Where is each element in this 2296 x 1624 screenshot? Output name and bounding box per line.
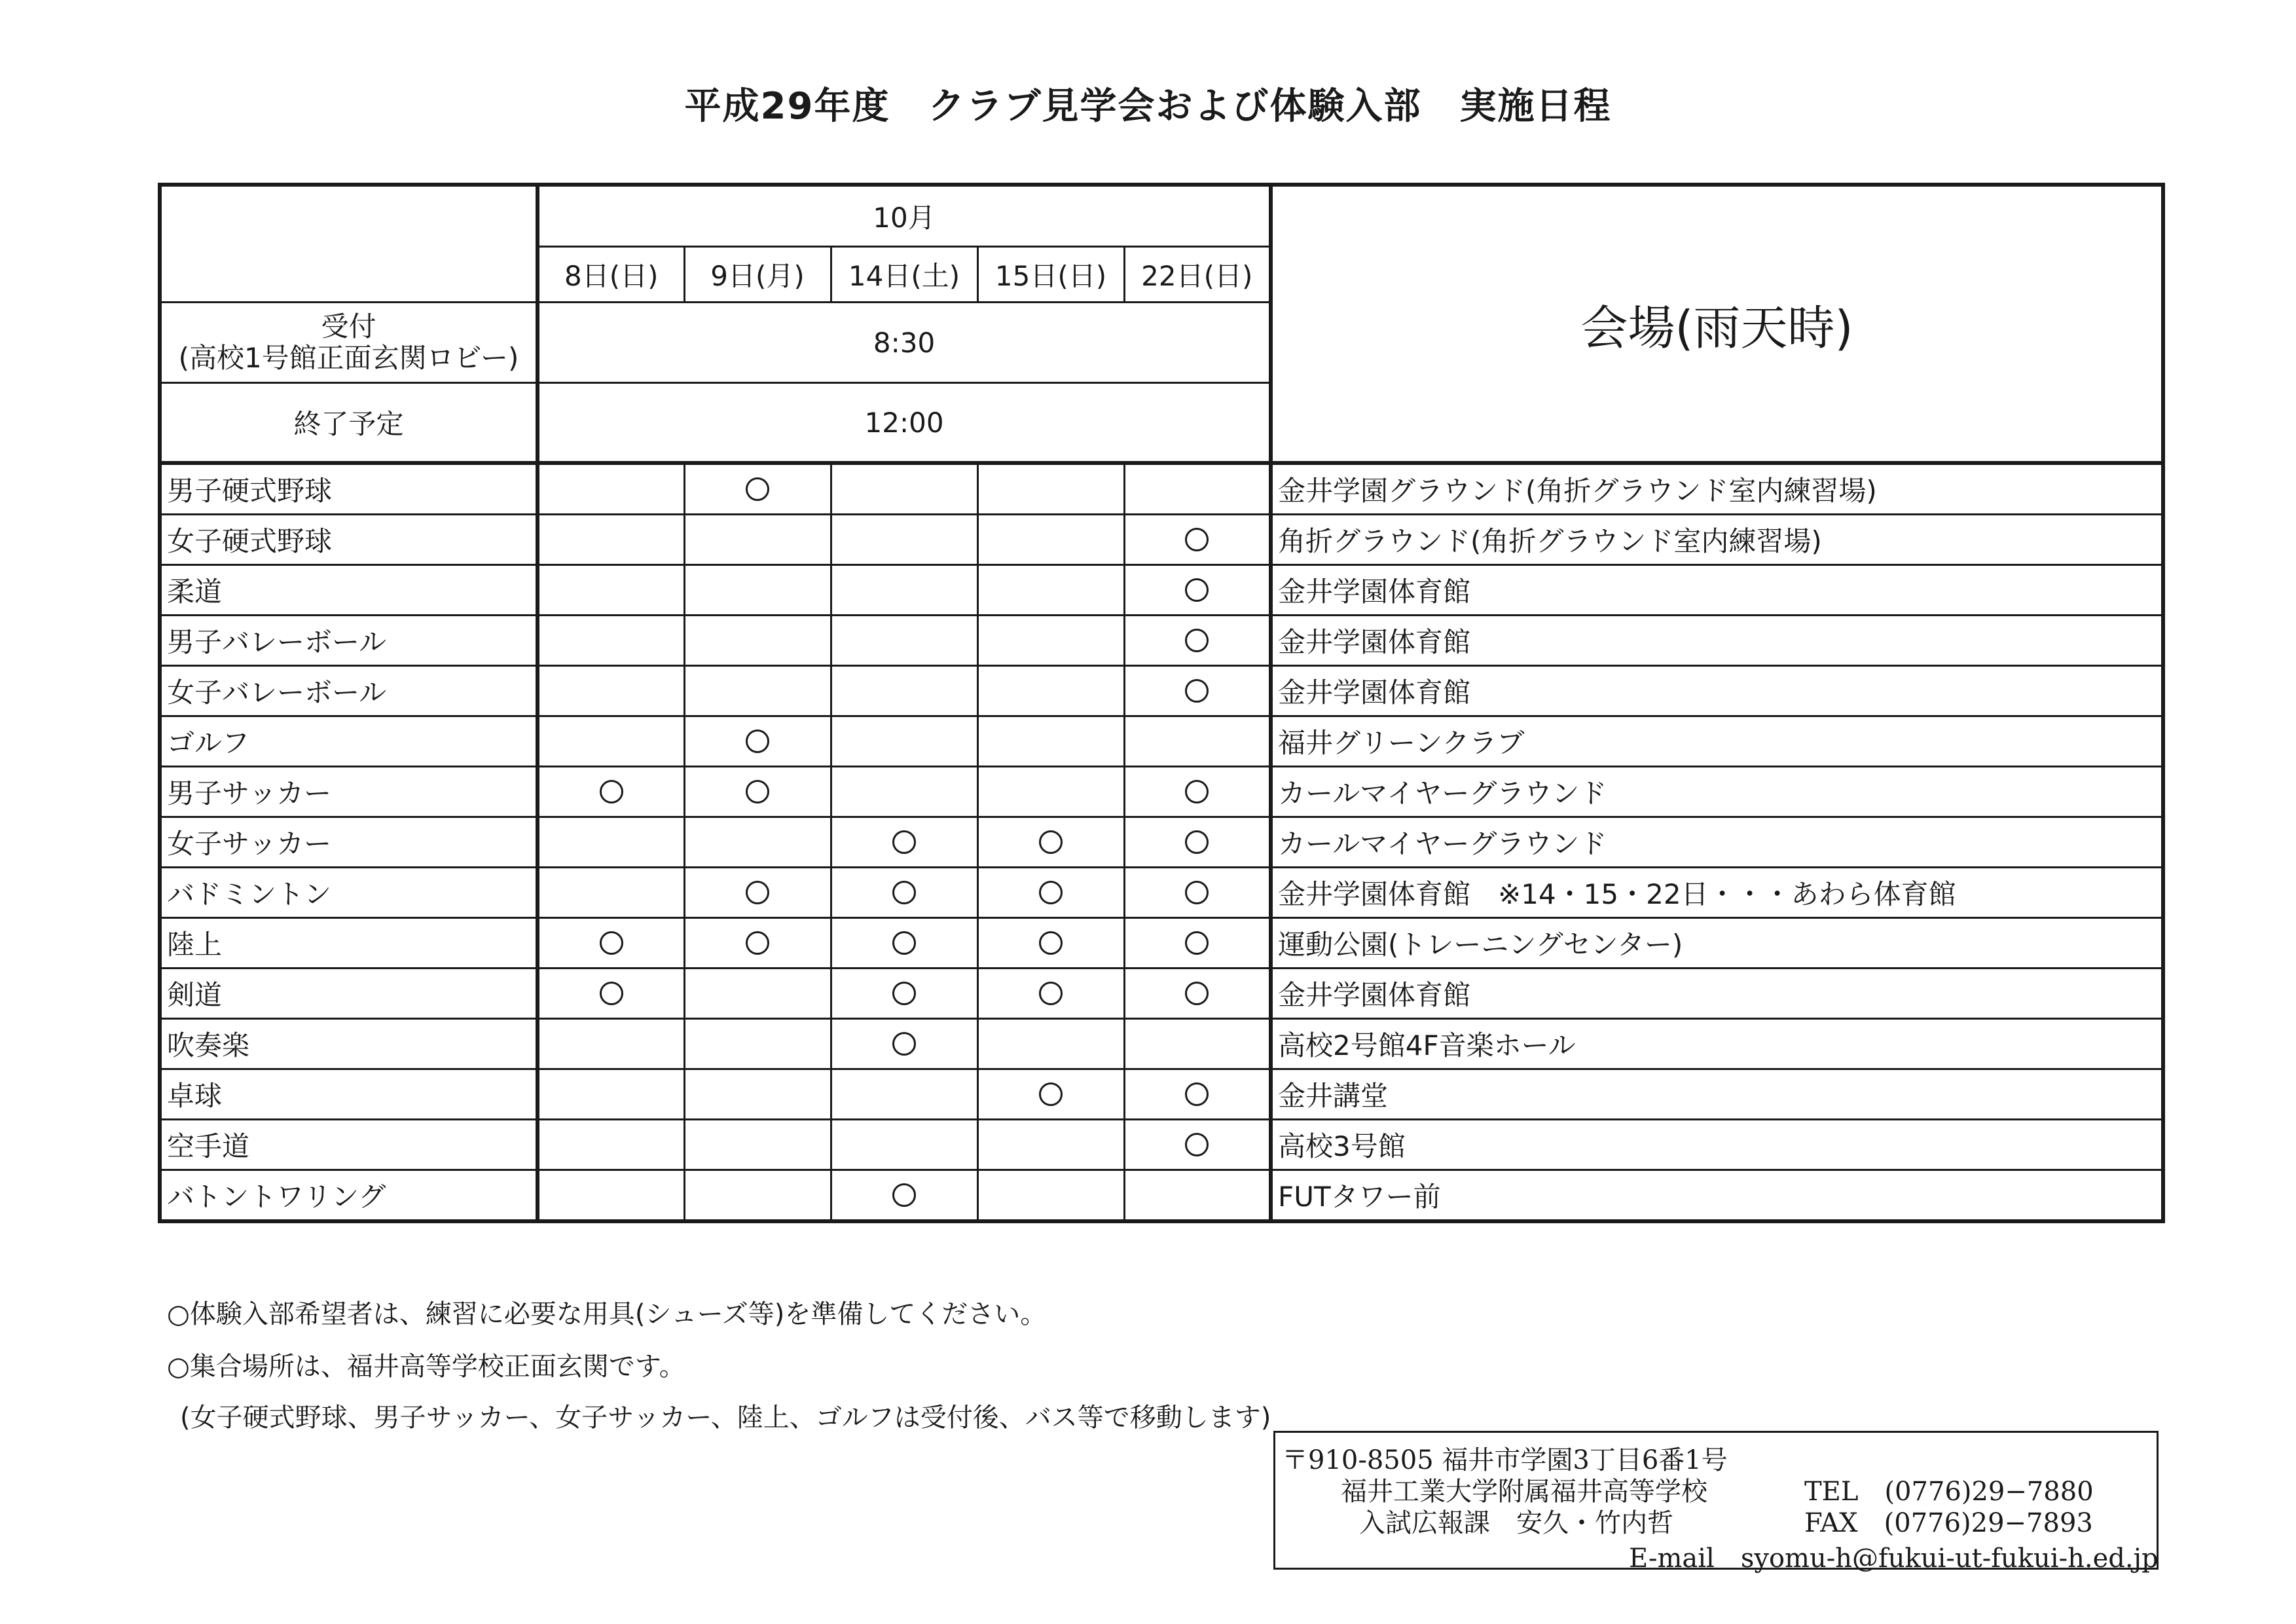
- schedule-mark-cell: [831, 918, 977, 969]
- table-row: [160, 969, 2163, 1019]
- schedule-mark-cell: [1124, 1170, 1271, 1222]
- schedule-mark-cell: [538, 1170, 684, 1222]
- circle-mark-icon: [600, 931, 623, 955]
- table-row: [160, 1069, 2163, 1120]
- month-header: 10月: [538, 185, 1271, 247]
- schedule-mark-cell: [684, 767, 831, 817]
- schedule-mark-cell: [831, 969, 977, 1019]
- reception-place: (高校1号館正面玄関ロビー): [178, 342, 519, 374]
- schedule-mark-cell: [538, 767, 684, 817]
- table-row: [160, 868, 2163, 918]
- end-label: 終了予定: [160, 383, 538, 464]
- schedule-mark-cell: [1124, 868, 1271, 918]
- schedule-mark-cell: [831, 767, 977, 817]
- schedule-mark-cell: [977, 1120, 1124, 1170]
- club-name: 男子サッカー: [160, 767, 538, 817]
- schedule-mark-cell: [1124, 817, 1271, 868]
- date-header: 9日(月): [684, 247, 831, 303]
- document-title: 平成29年度 クラブ見学会および体験入部 実施日程: [684, 85, 1612, 128]
- schedule-mark-cell: [538, 817, 684, 868]
- circle-mark-icon: [1039, 1082, 1063, 1106]
- schedule-mark-cell: [831, 616, 977, 666]
- venue-name: 高校2号館4F音楽ホール: [1271, 1019, 2163, 1069]
- circle-mark-icon: [1185, 780, 1209, 803]
- table-row: [160, 463, 2163, 515]
- club-name: 男子硬式野球: [160, 463, 538, 515]
- circle-mark-icon: [1185, 881, 1209, 904]
- venue-name: FUTタワー前: [1271, 1170, 2163, 1222]
- circle-mark-icon: [746, 780, 769, 803]
- table-row: [160, 1120, 2163, 1170]
- venue-name: 角折グラウンド(角折グラウンド室内練習場): [1271, 515, 2163, 565]
- club-name: 吹奏楽: [160, 1019, 538, 1069]
- schedule-mark-cell: [831, 515, 977, 565]
- schedule-mark-cell: [684, 666, 831, 716]
- schedule-mark-cell: [831, 565, 977, 616]
- club-name: 剣道: [160, 969, 538, 1019]
- table-row: [160, 565, 2163, 616]
- table-row: [160, 817, 2163, 868]
- schedule-mark-cell: [831, 1069, 977, 1120]
- schedule-mark-cell: [684, 515, 831, 565]
- venue-name: 福井グリーンクラブ: [1271, 716, 2163, 767]
- schedule-mark-cell: [1124, 767, 1271, 817]
- table-row: [160, 767, 2163, 817]
- date-header: 14日(土): [831, 247, 977, 303]
- table-row: [160, 716, 2163, 767]
- club-name: バドミントン: [160, 868, 538, 918]
- schedule-mark-cell: [977, 463, 1124, 515]
- table-row: [160, 666, 2163, 716]
- venue-name: 金井学園体育館: [1271, 565, 2163, 616]
- circle-mark-icon: [1039, 982, 1063, 1005]
- reception-label-cell: [160, 303, 538, 383]
- venue-name: カールマイヤーグラウンド: [1271, 767, 2163, 817]
- club-name: 空手道: [160, 1120, 538, 1170]
- schedule-mark-cell: [977, 1170, 1124, 1222]
- schedule-mark-cell: [538, 868, 684, 918]
- schedule-mark-cell: [977, 767, 1124, 817]
- schedule-mark-cell: [977, 616, 1124, 666]
- schedule-mark-cell: [538, 666, 684, 716]
- venue-name: カールマイヤーグラウンド: [1271, 817, 2163, 868]
- schedule-mark-cell: [538, 515, 684, 565]
- note-meeting-place: ○集合場所は、福井高等学校正面玄関です。: [167, 1352, 685, 1382]
- schedule-mark-cell: [977, 565, 1124, 616]
- corner-cell: [160, 185, 538, 303]
- schedule-mark-cell: [1124, 1120, 1271, 1170]
- date-header: 22日(日): [1124, 247, 1271, 303]
- schedule-mark-cell: [1124, 666, 1271, 716]
- schedule-mark-cell: [538, 1120, 684, 1170]
- club-name: 男子バレーボール: [160, 616, 538, 666]
- club-name: 女子バレーボール: [160, 666, 538, 716]
- schedule-mark-cell: [1124, 1019, 1271, 1069]
- circle-mark-icon: [892, 881, 916, 904]
- schedule-mark-cell: [977, 918, 1124, 969]
- schedule-mark-cell: [831, 666, 977, 716]
- venue-name: 金井学園グラウンド(角折グラウンド室内練習場): [1271, 463, 2163, 515]
- table-row: [160, 1170, 2163, 1222]
- schedule-mark-cell: [684, 817, 831, 868]
- schedule-mark-cell: [977, 1069, 1124, 1120]
- schedule-mark-cell: [684, 565, 831, 616]
- schedule-mark-cell: [684, 969, 831, 1019]
- schedule-mark-cell: [831, 868, 977, 918]
- venue-name: 金井学園体育館: [1271, 616, 2163, 666]
- table-row: [160, 1019, 2163, 1069]
- schedule-mark-cell: [684, 716, 831, 767]
- schedule-mark-cell: [831, 1019, 977, 1069]
- circle-mark-icon: [892, 1183, 916, 1207]
- schedule-mark-cell: [538, 716, 684, 767]
- schedule-mark-cell: [977, 716, 1124, 767]
- schedule-mark-cell: [831, 716, 977, 767]
- club-name: ゴルフ: [160, 716, 538, 767]
- date-header: 8日(日): [538, 247, 684, 303]
- venue-name: 金井講堂: [1271, 1069, 2163, 1120]
- table-row: [160, 515, 2163, 565]
- reception-time: 8:30: [538, 303, 1271, 383]
- venue-name: 金井学園体育館: [1271, 666, 2163, 716]
- schedule-mark-cell: [538, 463, 684, 515]
- contact-email[interactable]: E-mail syomu-h@fukui-ut-fukui-h.ed.jp: [1629, 1543, 2159, 1574]
- schedule-mark-cell: [1124, 918, 1271, 969]
- schedule-mark-cell: [977, 666, 1124, 716]
- club-name: 女子サッカー: [160, 817, 538, 868]
- circle-mark-icon: [892, 830, 916, 854]
- contact-department: 入試広報課 安久・竹内哲: [1359, 1508, 1673, 1538]
- schedule-mark-cell: [977, 515, 1124, 565]
- circle-mark-icon: [1185, 679, 1209, 703]
- schedule-mark-cell: [831, 1120, 977, 1170]
- schedule-mark-cell: [538, 565, 684, 616]
- note-bus: (女子硬式野球、男子サッカー、女子サッカー、陸上、ゴルフは受付後、バス等で移動します): [180, 1403, 1271, 1433]
- schedule-mark-cell: [538, 1069, 684, 1120]
- schedule-table: [158, 183, 2165, 1223]
- schedule-mark-cell: [831, 463, 977, 515]
- circle-mark-icon: [1185, 629, 1209, 652]
- circle-mark-icon: [600, 982, 623, 1005]
- schedule-mark-cell: [684, 1170, 831, 1222]
- contact-school: 福井工業大学附属福井高等学校: [1341, 1477, 1707, 1507]
- schedule-mark-cell: [831, 1170, 977, 1222]
- circle-mark-icon: [1185, 578, 1209, 602]
- schedule-mark-cell: [684, 616, 831, 666]
- circle-mark-icon: [892, 1032, 916, 1056]
- schedule-mark-cell: [684, 868, 831, 918]
- venue-header: 会場(雨天時): [1271, 185, 2163, 463]
- contact-box: [1273, 1431, 2159, 1574]
- date-header: 15日(日): [977, 247, 1124, 303]
- circle-mark-icon: [1185, 830, 1209, 854]
- schedule-mark-cell: [538, 1019, 684, 1069]
- schedule-mark-cell: [1124, 463, 1271, 515]
- schedule-mark-cell: [831, 817, 977, 868]
- schedule-mark-cell: [684, 1120, 831, 1170]
- club-name: 卓球: [160, 1069, 538, 1120]
- schedule-mark-cell: [1124, 969, 1271, 1019]
- table-row: [160, 918, 2163, 969]
- circle-mark-icon: [746, 931, 769, 955]
- circle-mark-icon: [892, 931, 916, 955]
- reception-label: 受付: [321, 310, 376, 342]
- schedule-mark-cell: [538, 616, 684, 666]
- circle-mark-icon: [1185, 1082, 1209, 1106]
- schedule-mark-cell: [1124, 515, 1271, 565]
- contact-address: 〒910-8505 福井市学園3丁目6番1号: [1282, 1445, 1728, 1475]
- schedule-mark-cell: [684, 918, 831, 969]
- schedule-mark-cell: [1124, 565, 1271, 616]
- club-name: 女子硬式野球: [160, 515, 538, 565]
- table-row: [160, 616, 2163, 666]
- club-name: 柔道: [160, 565, 538, 616]
- circle-mark-icon: [892, 982, 916, 1005]
- schedule-mark-cell: [1124, 1069, 1271, 1120]
- venue-name: 高校3号館: [1271, 1120, 2163, 1170]
- schedule-mark-cell: [684, 463, 831, 515]
- club-name: 陸上: [160, 918, 538, 969]
- circle-mark-icon: [1039, 931, 1063, 955]
- schedule-mark-cell: [1124, 616, 1271, 666]
- circle-mark-icon: [1039, 830, 1063, 854]
- circle-mark-icon: [600, 780, 623, 803]
- circle-mark-icon: [1185, 982, 1209, 1005]
- schedule-mark-cell: [977, 1019, 1124, 1069]
- venue-name: 運動公園(トレーニングセンター): [1271, 918, 2163, 969]
- schedule-mark-cell: [977, 969, 1124, 1019]
- club-name: バトントワリング: [160, 1170, 538, 1222]
- venue-name: 金井学園体育館: [1271, 969, 2163, 1019]
- contact-fax: FAX (0776)29−7893: [1804, 1508, 2093, 1538]
- circle-mark-icon: [1185, 1133, 1209, 1156]
- circle-mark-icon: [746, 881, 769, 904]
- schedule-mark-cell: [684, 1019, 831, 1069]
- circle-mark-icon: [746, 729, 769, 753]
- schedule-mark-cell: [977, 868, 1124, 918]
- circle-mark-icon: [1039, 881, 1063, 904]
- schedule-mark-cell: [538, 969, 684, 1019]
- contact-tel: TEL (0776)29−7880: [1804, 1477, 2094, 1507]
- circle-mark-icon: [1185, 528, 1209, 551]
- end-time: 12:00: [538, 383, 1271, 464]
- circle-mark-icon: [1185, 931, 1209, 955]
- schedule-mark-cell: [977, 817, 1124, 868]
- schedule-mark-cell: [538, 918, 684, 969]
- note-equipment: ○体験入部希望者は、練習に必要な用具(シューズ等)を準備してください。: [167, 1299, 1047, 1329]
- schedule-mark-cell: [684, 1069, 831, 1120]
- venue-name: 金井学園体育館 ※14・15・22日・・・あわら体育館: [1271, 868, 2163, 918]
- circle-mark-icon: [746, 477, 769, 501]
- schedule-mark-cell: [1124, 716, 1271, 767]
